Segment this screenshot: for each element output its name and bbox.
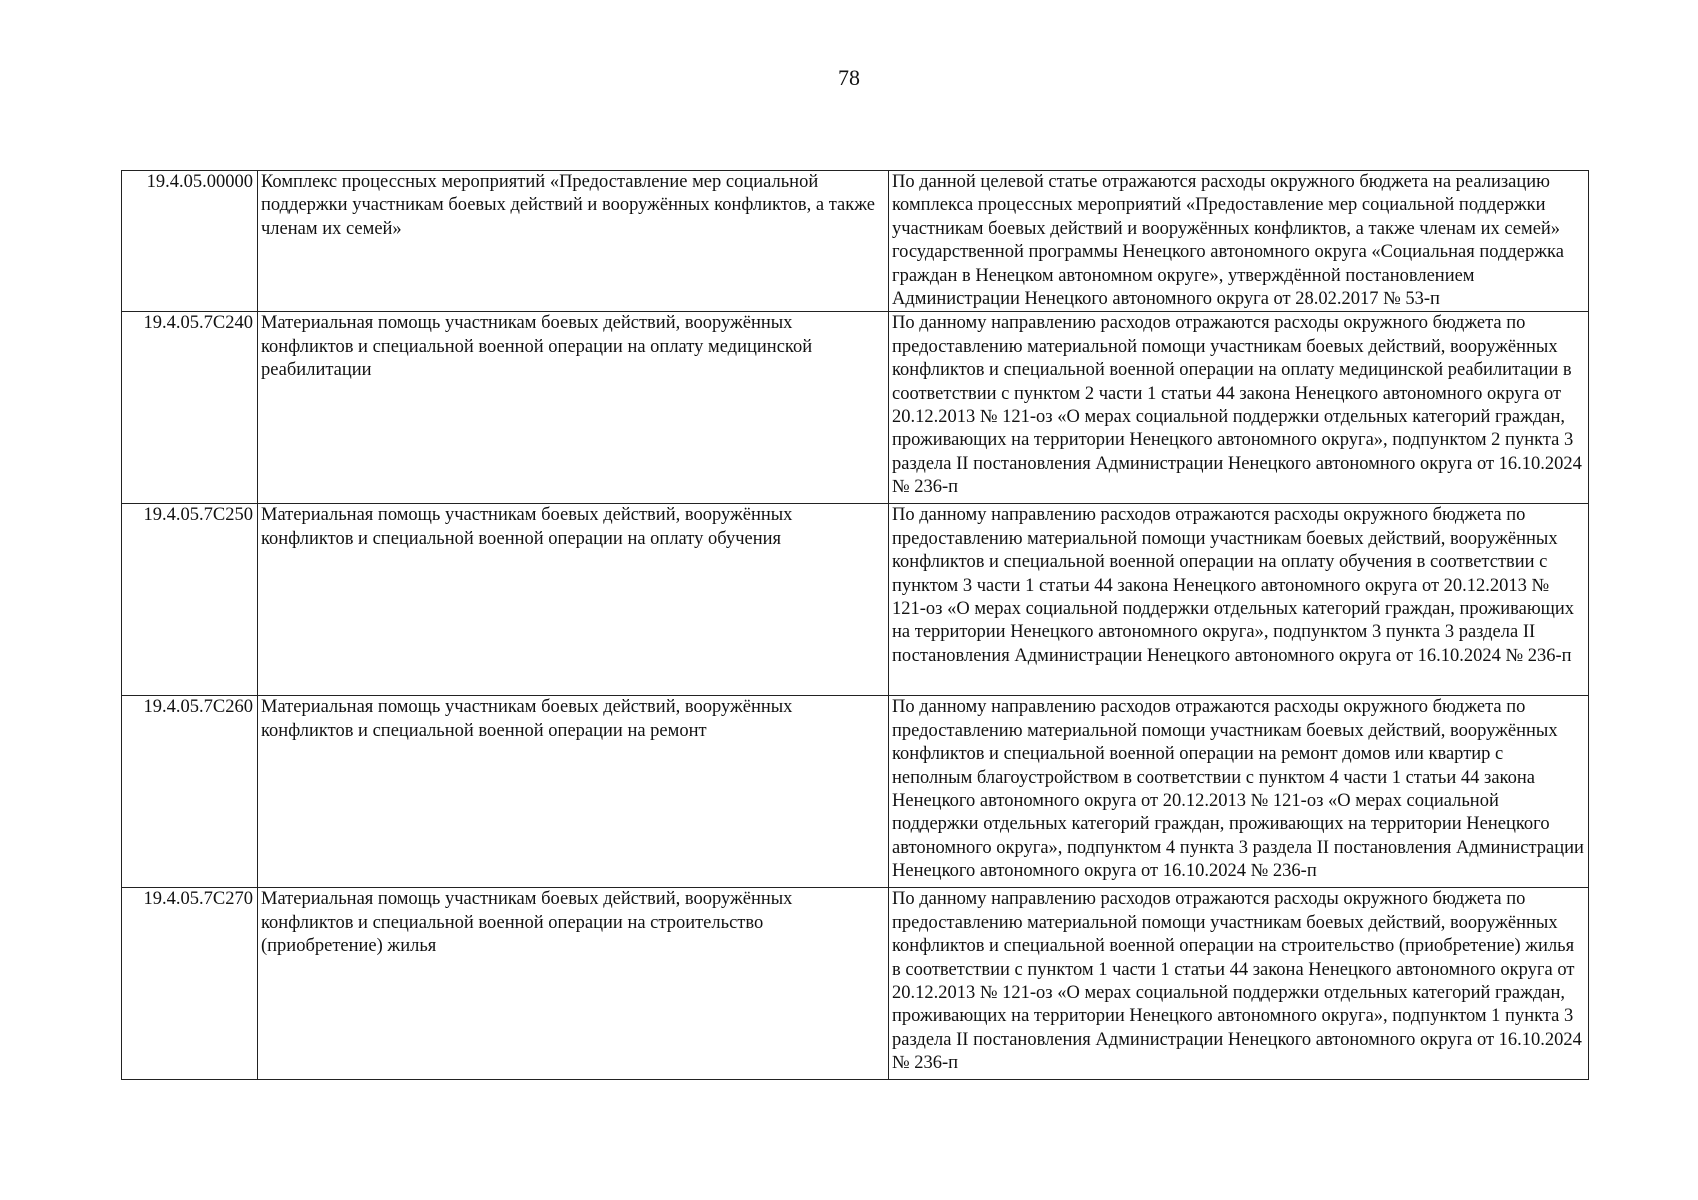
table-row [122, 888, 1589, 1080]
expense-description-cell: По данному направлению расходов отражаются расходы окружного бюджета по предоставлению материальной помощи участникам боевых действий, вооружённых конфликтов и специальной военной операции на оплату медицинской реабилитации в соответствии с пунктом 2 части 1 статьи 44 закона Ненецкого автономного округа от 20.12.2013 № 121-оз «О мерах социальной поддержки отдельных категорий граждан, проживающих на территории Ненецкого автономного округа», подпунктом 2 пункта 3 раздела II постановления Администрации Ненецкого автономного округа от 16.10.2024 № 236-п [889, 312, 1589, 504]
page-number: 78 [838, 65, 860, 90]
expense-description-cell: По данному направлению расходов отражаются расходы окружного бюджета по предоставлению материальной помощи участникам боевых действий, вооружённых конфликтов и специальной военной операции на оплату обучения в соответствии с пунктом 3 части 1 статьи 44 закона Ненецкого автономного округа от 20.12.2013 № 121-оз «О мерах социальной поддержки отдельных категорий граждан, проживающих на территории Ненецкого автономного округа», подпунктом 3 пункта 3 раздела II постановления Администрации Ненецкого автономного округа от 16.10.2024 № 236-п [889, 504, 1589, 696]
expense-description-cell: По данному направлению расходов отражаются расходы окружного бюджета по предоставлению материальной помощи участникам боевых действий, вооружённых конфликтов и специальной военной операции на ремонт домов или квартир с неполным благоустройством в соответствии с пунктом 4 части 1 статьи 44 закона Ненецкого автономного округа от 20.12.2013 № 121-оз «О мерах социальной поддержки отдельных категорий граждан, проживающих на территории Ненецкого автономного округа», подпунктом 4 пункта 3 раздела II постановления Администрации Ненецкого автономного округа от 16.10.2024 № 236-п [889, 696, 1589, 888]
target-code-cell: 19.4.05.00000 [122, 171, 258, 312]
target-code-cell: 19.4.05.7С240 [122, 312, 258, 504]
table-row [122, 696, 1589, 888]
table-row [122, 312, 1589, 504]
expense-description-cell: По данному направлению расходов отражаются расходы окружного бюджета по предоставлению материальной помощи участникам боевых действий, вооружённых конфликтов и специальной военной операции на строительство (приобретение) жилья в соответствии с пунктом 1 части 1 статьи 44 закона Ненецкого автономного округа от 20.12.2013 № 121-оз «О мерах социальной поддержки отдельных категорий граждан, проживающих на территории Ненецкого автономного округа», подпунктом 1 пункта 3 раздела II постановления Администрации Ненецкого автономного округа от 16.10.2024 № 236-п [889, 888, 1589, 1080]
expense-name-cell: Материальная помощь участникам боевых действий, вооружённых конфликтов и специальной военной операции на оплату обучения [258, 504, 889, 696]
target-code-cell: 19.4.05.7С260 [122, 696, 258, 888]
expense-name-cell: Материальная помощь участникам боевых действий, вооружённых конфликтов и специальной военной операции на ремонт [258, 696, 889, 888]
expense-description-cell: По данной целевой статье отражаются расходы окружного бюджета на реализацию комплекса процессных мероприятий «Предоставление мер социальной поддержки участникам боевых действий и вооружённых конфликтов, а также членам их семей» государственной программы Ненецкого автономного округа «Социальная поддержка граждан в Ненецком автономном округе», утверждённой постановлением Администрации Ненецкого автономного округа от 28.02.2017 № 53-п [889, 171, 1589, 312]
table-row [122, 504, 1589, 696]
target-code-cell: 19.4.05.7С270 [122, 888, 258, 1080]
table-row [122, 171, 1589, 312]
expense-name-cell: Материальная помощь участникам боевых действий, вооружённых конфликтов и специальной военной операции на оплату медицинской реабилитации [258, 312, 889, 504]
expense-name-cell: Материальная помощь участникам боевых действий, вооружённых конфликтов и специальной военной операции на строительство (приобретение) жилья [258, 888, 889, 1080]
budget-classification-table [121, 170, 1589, 1080]
target-code-cell: 19.4.05.7С250 [122, 504, 258, 696]
expense-name-cell: Комплекс процессных мероприятий «Предоставление мер социальной поддержки участникам боевых действий и вооружённых конфликтов, а также членам их семей» [258, 171, 889, 312]
